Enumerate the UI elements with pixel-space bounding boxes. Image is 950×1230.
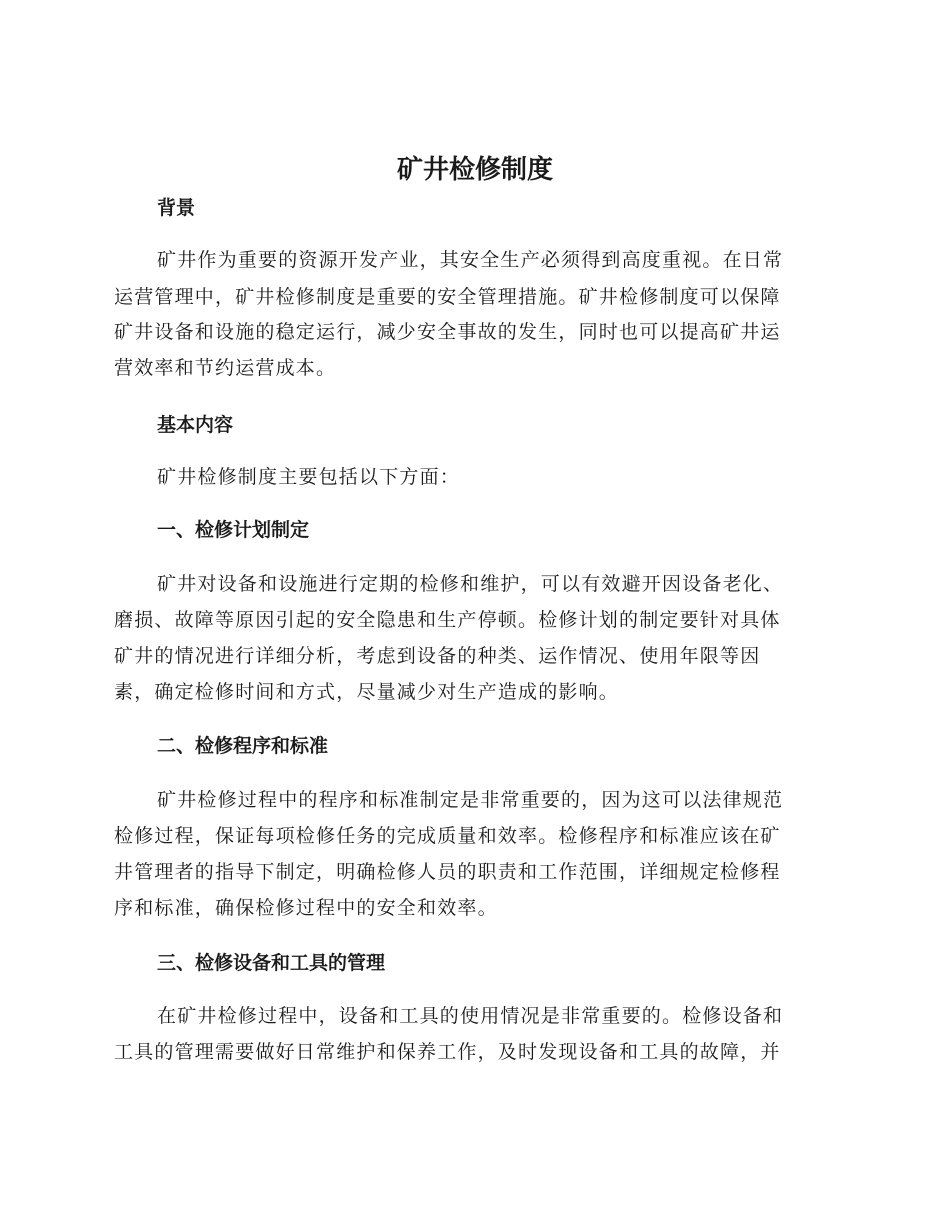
paragraph-line: 运营管理中，矿井检修制度是重要的安全管理措施。矿井检修制度可以保障 (114, 286, 781, 308)
paragraph-line: 矿井对设备和设施进行定期的检修和维护，可以有效避开因设备老化、 (157, 573, 784, 595)
section-heading-basic: 基本内容 (157, 414, 234, 436)
paragraph-line: 矿井设备和设施的稳定运行，减少安全事故的发生，同时也可以提高矿井运 (114, 321, 781, 343)
paragraph-line: 检修过程，保证每项检修任务的完成质量和效率。检修程序和标准应该在矿 (114, 825, 781, 847)
document-title: 矿井检修制度 (396, 155, 553, 185)
paragraph-line: 营效率和节约运营成本。 (114, 357, 337, 379)
paragraph-line: 井管理者的指导下制定，明确检修人员的职责和工作范围，详细规定检修程 (114, 861, 781, 883)
section-heading-procedure: 二、检修程序和标准 (157, 735, 329, 757)
paragraph-line: 矿井检修过程中的程序和标准制定是非常重要的，因为这可以法律规范 (157, 789, 784, 811)
paragraph-line: 矿井的情况进行详细分析，考虑到设备的种类、运作情况、使用年限等因 (114, 645, 761, 667)
paragraph-line: 工具的管理需要做好日常维护和保养工作，及时发现设备和工具的故障，并 (114, 1041, 781, 1063)
paragraph-line: 序和标准，确保检修过程中的安全和效率。 (114, 897, 498, 919)
paragraph-line: 矿井检修制度主要包括以下方面： (157, 466, 461, 488)
section-heading-tools: 三、检修设备和工具的管理 (157, 952, 386, 974)
paragraph-line: 素，确定检修时间和方式，尽量减少对生产造成的影响。 (114, 681, 620, 703)
paragraph-line: 矿井作为重要的资源开发产业，其安全生产必须得到高度重视。在日常 (157, 249, 784, 271)
section-heading-background: 背景 (157, 197, 196, 219)
section-heading-plan: 一、检修计划制定 (157, 519, 310, 541)
paragraph-line: 磨损、故障等原因引起的安全隐患和生产停顿。检修计划的制定要针对具体 (114, 609, 781, 631)
paragraph-line: 在矿井检修过程中，设备和工具的使用情况是非常重要的。检修设备和 (157, 1005, 784, 1027)
